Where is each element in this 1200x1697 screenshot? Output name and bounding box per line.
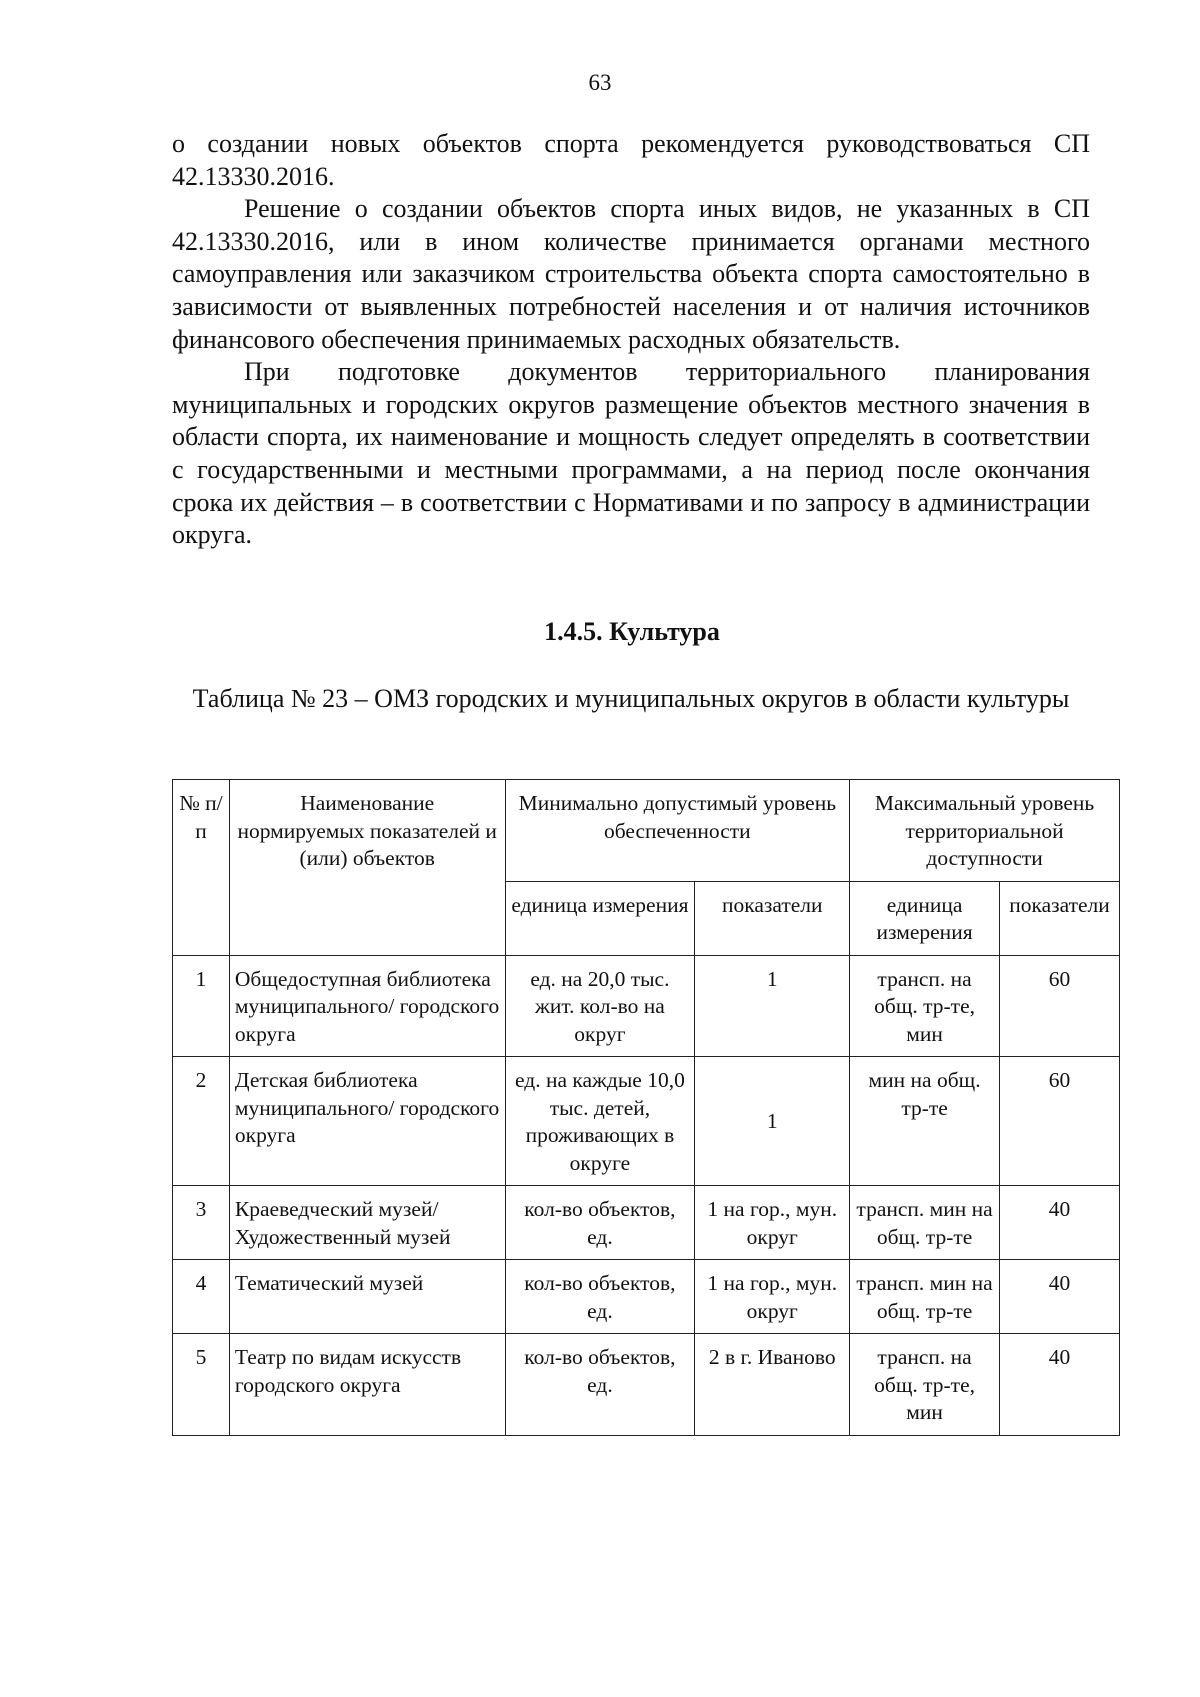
cell-min-value: 1 (695, 1057, 850, 1186)
cell-min-value: 1 на гор., мун. округ (695, 1260, 850, 1334)
cell-name: Краеведческий музей/ Художественный музей (229, 1186, 505, 1260)
table-row (173, 955, 1120, 1057)
page-number: 63 (588, 70, 612, 95)
cell-num: 4 (173, 1260, 230, 1334)
cell-min-unit: ед. на каждые 10,0 тыс. детей, проживающих в округе (505, 1057, 695, 1186)
cell-min-value: 1 на гор., мун. округ (695, 1186, 850, 1260)
cell-min-value: 1 (695, 955, 850, 1057)
cell-max-unit: трансп. на общ. тр-те, мин (850, 1334, 1000, 1436)
cell-min-unit: кол-во объектов, ед. (505, 1260, 695, 1334)
header-max-level: Максимальный уровень территориальной доступности (850, 780, 1120, 882)
header-min-value: показатели (695, 881, 850, 955)
cell-num: 1 (173, 955, 230, 1057)
cell-max-value: 40 (999, 1334, 1119, 1436)
cell-max-value: 40 (999, 1260, 1119, 1334)
paragraph: При подготовке документов территориального планирования муниципальных и городских округов размещение объектов местного значения в области спорта, их наименование и мощность следует определять в соответствии с государственными и местными программами, а на период после окончания срока их действия – в соответствии с Нормативами и по запросу в администрации округа. (172, 357, 1090, 550)
header-num: № п/п (173, 780, 230, 956)
cell-max-value: 60 (999, 1057, 1119, 1186)
header-min-level: Минимально допустимый уровень обеспеченности (505, 780, 850, 882)
paragraph: Решение о создании объектов спорта иных видов, не указанных в СП 42.13330.2016, или в ином количестве принимается органами местного самоуправления или заказчиком строительства объекта спорта самостоятельно в зависимости от выявленных потребностей населения и от наличия источников финансового обеспечения принимаемых расходных обязательств. (172, 194, 1090, 354)
header-max-unit: единица измерения (850, 881, 1000, 955)
header-min-unit: единица измерения (505, 881, 695, 955)
cell-max-unit: трансп. на общ. тр-те, мин (850, 955, 1000, 1057)
header-max-value: показатели (999, 881, 1119, 955)
header-name: Наименование нормируемых показателей и (или) объектов (229, 780, 505, 956)
cell-num: 2 (173, 1057, 230, 1186)
cell-max-value: 60 (999, 955, 1119, 1057)
cell-name: Общедоступная библиотека муниципального/ городского округа (229, 955, 505, 1057)
table-header-row (173, 780, 1120, 882)
body-text (172, 128, 1090, 552)
cell-max-unit: трансп. мин на общ. тр-те (850, 1260, 1000, 1334)
table-row (173, 1057, 1120, 1186)
cell-max-unit: мин на общ. тр-те (850, 1057, 1000, 1186)
cell-min-unit: кол-во объектов, ед. (505, 1186, 695, 1260)
cell-min-unit: кол-во объектов, ед. (505, 1334, 695, 1436)
norms-table (172, 779, 1120, 1436)
cell-min-unit: ед. на 20,0 тыс. жит. кол-во на округ (505, 955, 695, 1057)
table-row (173, 1186, 1120, 1260)
cell-min-value: 2 в г. Иваново (695, 1334, 850, 1436)
table-row (173, 1260, 1120, 1334)
table-caption: Таблица № 23 – ОМЗ городских и муниципальных округов в области культуры (192, 684, 1070, 713)
paragraph: о создании новых объектов спорта рекомендуется руководствоваться СП 42.13330.2016. (172, 129, 1090, 191)
section-heading: 1.4.5. Культура (544, 617, 720, 646)
cell-max-unit: трансп. мин на общ. тр-те (850, 1186, 1000, 1260)
table-row (173, 1334, 1120, 1436)
cell-name: Детская библиотека муниципального/ городского округа (229, 1057, 505, 1186)
cell-name: Тематический музей (229, 1260, 505, 1334)
cell-max-value: 40 (999, 1186, 1119, 1260)
cell-num: 3 (173, 1186, 230, 1260)
cell-num: 5 (173, 1334, 230, 1436)
cell-name: Театр по видам искусств городского округа (229, 1334, 505, 1436)
